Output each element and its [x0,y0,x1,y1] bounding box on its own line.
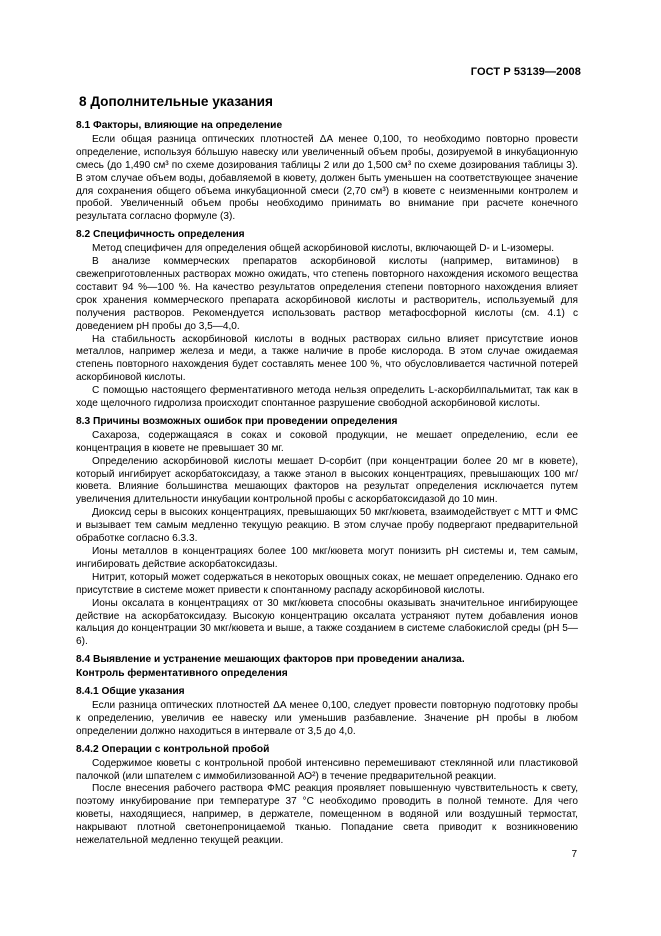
text-blocks [76,120,578,848]
paragraph: Метод специфичен для определения общей аскорбиновой кислоты, включающей D- и L-изомеры. [92,243,555,255]
paragraph: Диоксид серы в высоких концентрациях, превышающих 50 мкг/кювета, взаимодействует с МТТ и ФМС и вызывает тем самым медленно текущую реакцию. В этом случае пробу подвергают предварительной обработке согласно 6.3.3. [76,507,578,545]
subsection-heading: Контроль ферментативного определения [76,668,288,680]
paragraph: В анализе коммерческих препаратов аскорбиновой кислоты (например, витаминов) в свежеприготовленных растворах можно ожидать, что степень повторного нахождения искомого вещества составит 94 %—100 %. На качество результатов определения степени повторного нахождения влияет срок хранения коммерческого препарата аскорбиновой кислоты и растворитель, используемый для получения растворов. Рекомендуется использовать раствор метафосфорной кислоты (см. 4.1) с доведением pH пробы до 3,5—4,0. [76,256,578,332]
paragraph: На стабильность аскорбиновой кислоты в водных растворах сильно влияет присутствие ионов металлов, например железа и меди, а также наличие в пробе кислорода. В этом случае ожидаемая степень повторного нахождения будет составлять менее 100 %, что обусловливается частичной потерей аскорбиновой кислоты. [76,333,578,384]
paragraph: С помощью настоящего ферментативного метода нельзя определить L-аскорбилпальмитат, так как в ходе щелочного гидролиза происходит спонтанное разрушение свободной аскорбиновой кислоты. [76,385,578,410]
paragraph: Определению аскорбиновой кислоты мешает D-сорбит (при концентрации более 20 мг в кювете), который ингибирует аскорбатоксидазу, а также этанол в высоких концентрациях, превышающих 100 мг/кювета. Влияние большинства мешающих факторов на результат определения исключается путем увеличения длительности инкубации контрольной пробы с аскорбатоксидазой до 10 мин. [76,455,578,506]
paragraph: Ионы оксалата в концентрациях от 30 мкг/кювета способны оказывать значительное ингибирующее действие на аскорбатоксидазу. Высокую концентрацию оксалата устраняют путем добавления ионов кальция до концентрации 30 мкг/кювета и выше, а также созданием в системе слабокислой среды (pH 5—6). [76,597,578,648]
paragraph: Ионы металлов в концентрациях более 100 мкг/кювета могут понизить pH системы и, тем самым, ингибировать действие аскорбатоксидазы. [76,546,578,570]
paragraph: Сахароза, содержащаяся в соках и соковой продукции, не мешает определению, если ее концентрация в кювете не превышает 30 мг. [76,429,578,454]
paragraph: После внесения рабочего раствора ФМС реакция проявляет повышенную чувствительность к свету, поэтому инкубирование при температуре 37 °С необходимо проводить в полной темноте. Для чего кюветы, находящиеся, например, в держателе, помещенном в водяной или воздушный термостат, накрывают плотной светонепроницаемой тканью. Попадание света приводит к возникновению нежелательной медленно текущей реакции. [76,783,578,847]
standard-header: ГОСТ Р 53139—2008 [470,66,581,78]
paragraph: Нитрит, который может содержаться в некоторых овощных соках, не мешает определению. Однако его присутствие в системе может привести к спонтанному распаду аскорбиновой кислоты. [76,571,578,596]
page-number: 7 [571,849,577,860]
section-title: 8 Дополнительные указания [79,94,273,109]
subsection-heading: 8.4 Выявление и устранение мешающих факторов при проведении анализа. [76,654,465,666]
subsection-heading: 8.4.1 Общие указания [76,686,185,698]
subsection-heading: 8.3 Причины возможных ошибок при проведении определения [76,415,398,427]
paragraph: Если общая разница оптических плотностей ΔA менее 0,100, то необходимо повторно провести определение, используя бо́льшую навеску или увеличенный объем пробы, дозируемой в инкубационную смесь (до 1,490 см³ по схеме дозирования таблицы 2 или до 1,500 см³ по схеме дозирования таблицы 3). В этом случае объем воды, добавляемой в кювету, должен быть уменьшен на соответствующее значение для сохранения общего объема инкубационной смеси (2,70 см³) в кювете с неизменными контролем и пробой. Увеличенный объем пробы необходимо принимать во внимание при расчете конечного результата согласно формуле (3). [76,133,578,223]
paragraph: Если разница оптических плотностей ΔA менее 0,100, следует провести повторную подготовку пробы к определению, увеличив ее навеску или уменьшив разбавление. Значение pH пробы в любом определении должно находиться в интервале от 3,5 до 4,0. [76,699,578,737]
subsection-heading: 8.1 Факторы, влияющие на определение [76,120,283,131]
subsection-heading: 8.2 Специфичность определения [76,229,245,241]
document-body [76,94,578,848]
paragraph: Содержимое кюветы с контрольной пробой интенсивно перемешивают стеклянной или пластиковой палочкой (или шпателем с иммобилизованной АО²) в течение предварительной реакции. [76,757,578,782]
subsection-heading: 8.4.2 Операции с контрольной пробой [76,743,270,755]
